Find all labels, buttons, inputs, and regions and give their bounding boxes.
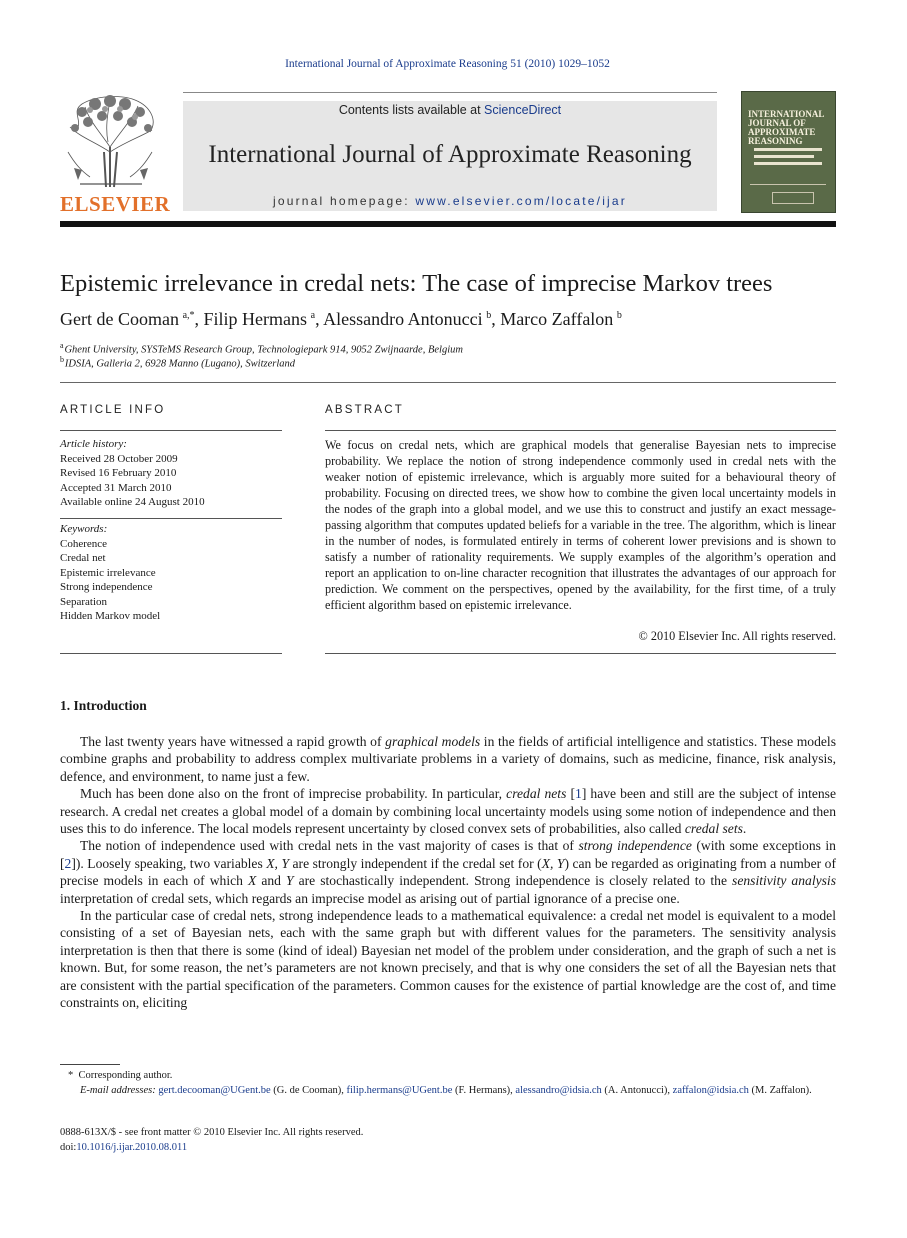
text-run: .: [742, 821, 747, 837]
cover-stripe: [754, 148, 822, 151]
author-separator: ,: [315, 309, 324, 329]
footnote-text: Corresponding author.: [78, 1070, 173, 1081]
email-link[interactable]: zaffalon@idsia.ch: [672, 1085, 749, 1096]
citation-link[interactable]: 1: [575, 786, 582, 802]
history-entry: Received 28 October 2009: [60, 452, 178, 465]
emphasis: credal nets: [506, 786, 567, 802]
doi-link[interactable]: 10.1016/j.ijar.2010.08.011: [76, 1142, 188, 1153]
footnote-rule: [60, 1064, 120, 1065]
paragraph: [60, 837, 836, 907]
email-owner: (M. Zaffalon).: [748, 1085, 812, 1096]
text-run: ]). Loosely speaking, two variables: [71, 855, 267, 871]
history-label: Article history:: [60, 438, 127, 450]
sciencedirect-link[interactable]: ScienceDirect: [484, 103, 562, 117]
cover-stripe: [754, 162, 822, 165]
cover-publisher-mark: [772, 192, 814, 204]
email-label: E-mail addresses:: [80, 1085, 156, 1096]
history-entry: Revised 16 February 2010: [60, 467, 177, 479]
history-entry: Accepted 31 March 2010: [60, 481, 172, 494]
cover-stripe: [754, 155, 814, 158]
section-heading: 1. Introduction: [60, 698, 147, 713]
author-list: [60, 309, 850, 330]
affiliation-mark: a: [60, 341, 64, 350]
author-name[interactable]: Filip Hermans: [203, 309, 308, 329]
affiliation: [60, 341, 850, 356]
keyword: Separation: [60, 595, 108, 608]
emphasis: credal sets: [684, 821, 743, 837]
journal-cover-thumbnail[interactable]: [741, 91, 836, 213]
math-variable: X, Y: [541, 855, 565, 871]
footnote-mark: *: [68, 1070, 74, 1081]
author-affil-mark[interactable]: b: [616, 310, 622, 321]
keyword: Epistemic irrelevance: [60, 566, 156, 579]
author-separator: ,: [491, 309, 501, 329]
article-history: [60, 437, 282, 510]
paragraph: In the particular case of credal nets, strong independence leads to a mathematical equivalence: a credal net model is equivalent to a model consisting of a set of Bayesian nets, each with the same graph but with different values for the parameters. The sensitivity analysis interpretation is then that there is some (kind of ideal) Bayesian net model of the problem under consideration, and the graph of such a net is known. But, for some reason, the net’s parameters are not known precisely, and that is why one considers the set of all the Bayesian nets that are consistent with the partial specification of the parameters. Common causes for the existence of partial knowledge are the cost of, and time constraints on, eliciting: [60, 908, 836, 1011]
text-run: The last twenty years have witnessed a rapid growth of: [80, 734, 386, 749]
text-run: ) can be regarded as originating from a number of precise models in each of which: [60, 855, 836, 889]
author-name[interactable]: Gert de Cooman: [60, 309, 179, 329]
text-run: have been and still are the subject of intense research. A credal net creates a global model of a domain by combining local uncertainty models using some notion of independence and then uses this to do inference. The local models represent uncertainty by closed convex sets of probabilities, also called: [60, 786, 837, 837]
paragraph: [60, 733, 836, 785]
homepage-link[interactable]: www.elsevier.com/locate/ijar: [415, 194, 627, 208]
masthead-thick-rule: [60, 221, 836, 227]
email-owner: (G. de Cooman),: [270, 1085, 347, 1096]
author-name[interactable]: Alessandro Antonucci: [323, 309, 483, 329]
abstract-text: We focus on credal nets, which are graphical models that generalise Bayesian nets to imprecise probability. We replace the notion of strong independence commonly used in credal nets with the weaker notion of epistemic irrelevance, which is arguably more suited for a behavioural theory of probability. Focusing on directed trees, we show how to combine the given local uncertainty models in the nodes of the graph into a global model, and we use this to construct and justify an exact message-passing algorithm that computes updated beliefs for a variable in the tree. The algorithm, which is linear in the number of nodes, is formulated entirely in terms of coherent lower previsions and is shown to satisfy a number of rationality requirements. We supply examples of the algorithm’s operation and report an application to on-line character recognition that illustrates the advantages of our approach for prediction. We comment on the perspectives, opened by the availability, for the first time, of a truly efficient algorithm based on epistemic irrelevance.: [325, 438, 836, 612]
section-rule: [60, 382, 836, 383]
affiliation-text: Ghent University, SYSTeMS Research Group, Technologiepark 914, 9052 Zwijnaarde, Belgium: [64, 344, 463, 356]
author-affil-mark[interactable]: b: [486, 310, 492, 321]
emphasis: sensitivity analysis: [732, 873, 836, 889]
abstract-copyright: © 2010 Elsevier Inc. All rights reserved.: [638, 629, 836, 643]
email-link[interactable]: gert.decooman@UGent.be: [158, 1085, 271, 1096]
text-run: (with some exceptions in [: [60, 838, 836, 871]
keyword: Hidden Markov model: [60, 610, 161, 622]
doi-line: [60, 1141, 836, 1156]
text-run: Much has been done also on the front of imprecise probability. In particular,: [80, 786, 507, 802]
email-owner: (A. Antonucci),: [601, 1085, 673, 1096]
text-run: and: [256, 873, 286, 889]
text-run: in the fields of artificial intelligence and statistics. These models combine graphs and probability to address complex multivariate problems in a variety of domains, such as medicine, finance, risk analysis, defence, and environment, to name just a few.: [60, 734, 837, 784]
author-name[interactable]: Marco Zaffalon: [500, 309, 614, 329]
text-run: interpretation of credal sets, which regards an imprecise model as arising out of partial ignorance of a precise one.: [60, 890, 680, 906]
text-run: are stochastically independent. Strong independence is closely related to the: [293, 873, 733, 889]
author-affil-mark[interactable]: a: [310, 310, 316, 321]
journal-title: International Journal of Approximate Reasoning: [208, 141, 692, 168]
doi-prefix: doi:: [60, 1142, 77, 1153]
math-variable: Y: [285, 873, 294, 889]
affiliation-mark: b: [60, 355, 64, 364]
keyword: Credal net: [60, 552, 106, 564]
journal-homepage: [183, 194, 717, 208]
affiliation: [60, 355, 850, 370]
emphasis: graphical models: [385, 734, 481, 749]
history-entry: Available online 24 August 2010: [60, 496, 205, 508]
body-text: [60, 733, 836, 1012]
keyword: Strong independence: [60, 581, 153, 593]
author-separator: ,: [194, 309, 204, 329]
keywords: [60, 522, 282, 624]
email-link[interactable]: filip.hermans@UGent.be: [346, 1085, 453, 1096]
text-run: The notion of independence used with credal nets in the vast majority of cases is that of: [80, 838, 579, 854]
contents-prefix: Contents lists available at: [338, 103, 485, 117]
affiliation-text: IDSIA, Galleria 2, 6928 Manno (Lugano), Switzerland: [64, 358, 296, 370]
elsevier-wordmark[interactable]: ELSEVIER: [60, 192, 171, 216]
footnote-emails: [60, 1084, 856, 1099]
cover-divider: [750, 184, 826, 185]
contents-availability: [183, 103, 717, 117]
email-owner: (F. Hermans),: [452, 1085, 516, 1096]
abstract-heading: ABSTRACT: [325, 404, 404, 416]
emphasis: strong independence: [578, 838, 692, 854]
cover-title: INTERNATIONAL JOURNAL OF APPROXIMATE REASONING: [748, 109, 824, 146]
author-affil-mark[interactable]: a,*: [182, 310, 195, 321]
info-rule: [60, 653, 282, 654]
footnote-corresponding: [60, 1069, 844, 1084]
info-rule: [60, 518, 282, 519]
paragraph: Much has been done also on the front of imprecise probability. In particular, credal nets [1] have been and still are the subject of intense research. A credal net creates a global model of a domain by combining local uncertainty models using some notion of independence and then uses this to do inference. The local models represent uncertainty by closed convex sets of probabilities, also called credal sets.: [60, 786, 837, 837]
abstract-rule: [325, 653, 836, 654]
keywords-label: Keywords:: [60, 523, 108, 535]
issn-line: 0888-613X/$ - see front matter © 2010 Elsevier Inc. All rights reserved.: [60, 1127, 364, 1138]
homepage-prefix: journal homepage:: [273, 194, 416, 208]
text-run: are strongly independent if the credal set for (: [289, 855, 542, 871]
math-variable: X, Y: [266, 855, 290, 871]
email-link[interactable]: alessandro@idsia.ch: [515, 1085, 602, 1096]
masthead-top-rule: [183, 92, 717, 93]
keyword: Coherence: [60, 537, 108, 550]
info-rule: [60, 430, 282, 431]
paper-title: Epistemic irrelevance in credal nets: The case of imprecise Markov trees: [60, 270, 773, 297]
abstract-rule: [325, 430, 836, 431]
citation-link[interactable]: 2: [64, 855, 72, 871]
article-info-heading: ARTICLE INFO: [60, 404, 166, 416]
math-variable: X: [247, 873, 257, 889]
journal-reference[interactable]: International Journal of Approximate Reasoning 51 (2010) 1029–1052: [285, 58, 610, 70]
